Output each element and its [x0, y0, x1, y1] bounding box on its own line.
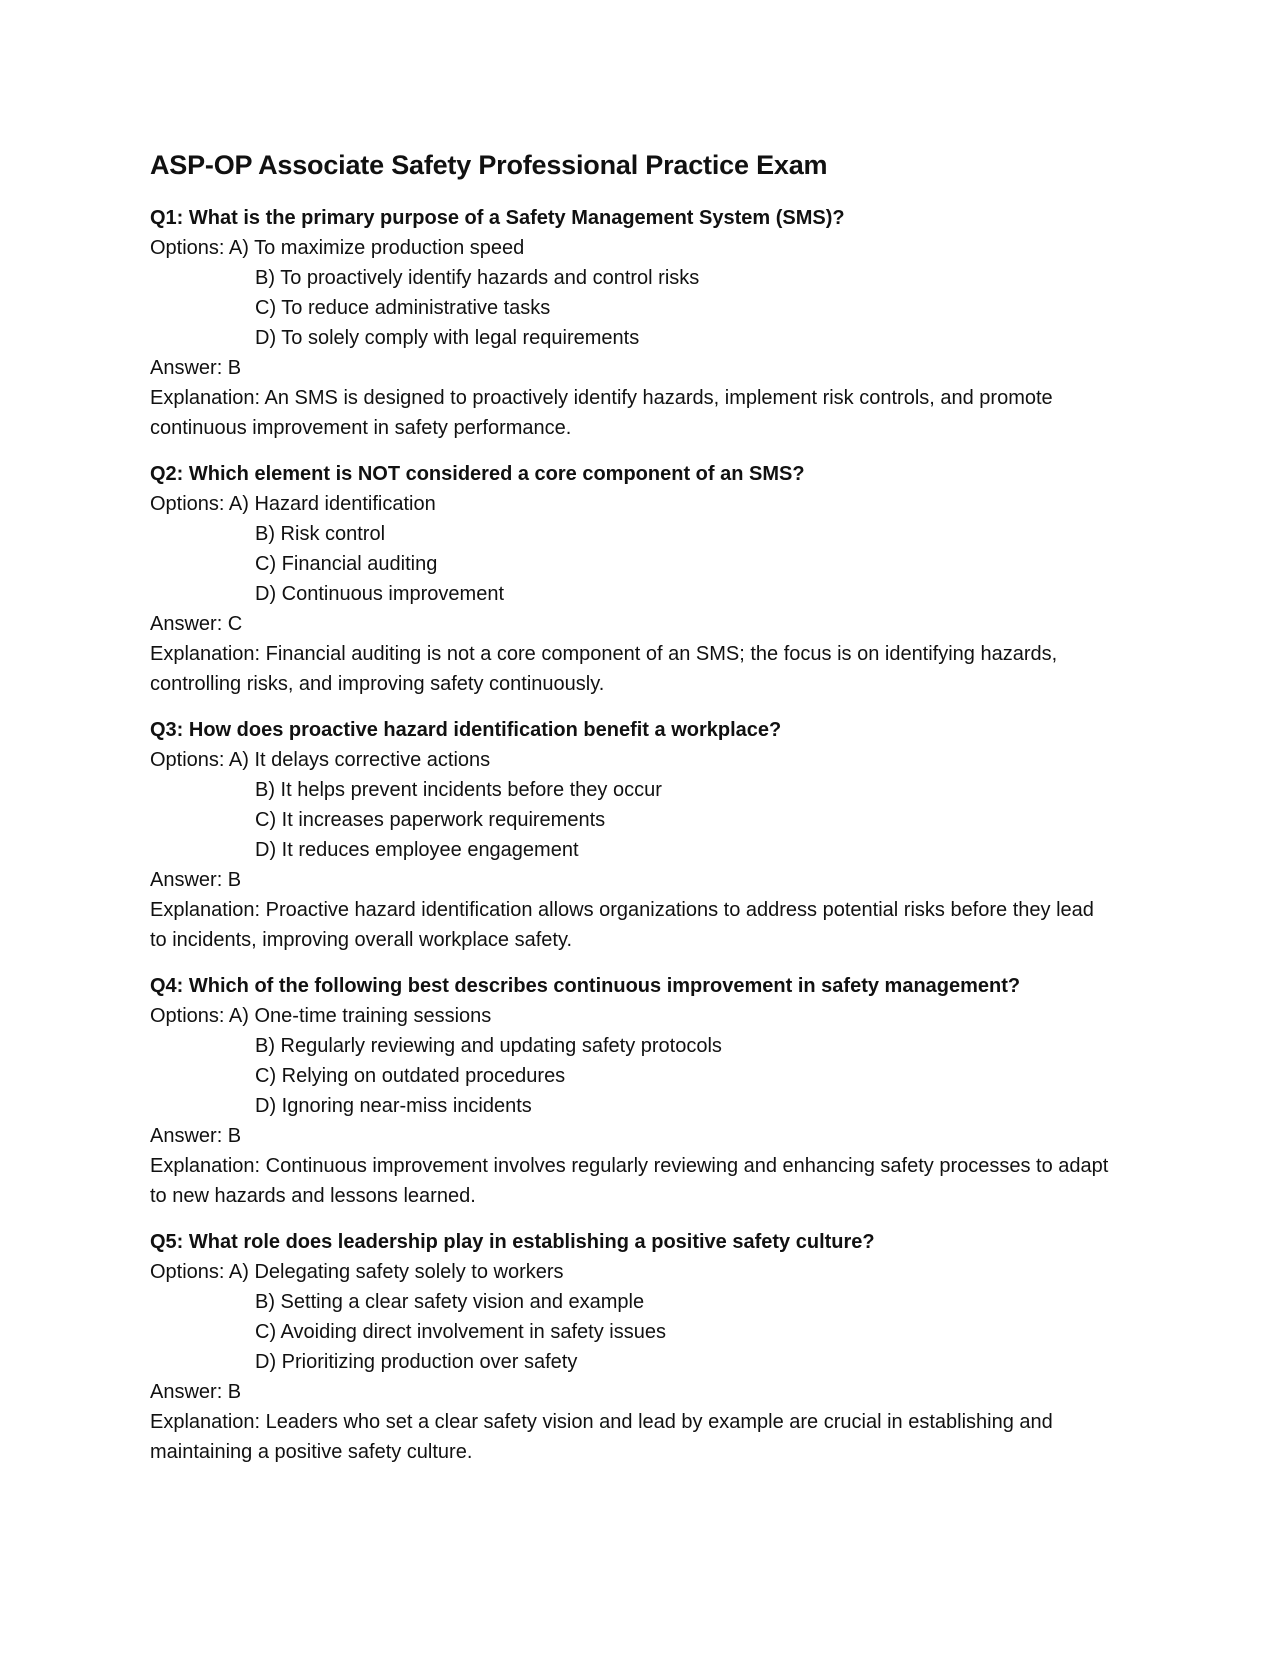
- answer: Answer: B: [150, 357, 242, 379]
- question-text: Q4: Which of the following best describes continuous improvement in safety management?: [150, 975, 1021, 997]
- explanation: Explanation: Leaders who set a clear safety vision and lead by example are crucial in establishing and maintaining a positive safety culture.: [150, 1411, 1053, 1463]
- option-a: Options: A) Delegating safety solely to workers: [150, 1261, 564, 1283]
- option-c: C) To reduce administrative tasks: [255, 297, 551, 319]
- option-b: B) To proactively identify hazards and control risks: [255, 267, 700, 289]
- option-d: D) Prioritizing production over safety: [255, 1351, 578, 1373]
- answer: Answer: B: [150, 869, 242, 891]
- option-d: D) Continuous improvement: [255, 583, 504, 605]
- question-block-2: [150, 459, 1150, 699]
- question-block-4: [150, 971, 1150, 1211]
- option-b: B) Regularly reviewing and updating safety protocols: [255, 1035, 722, 1057]
- question-text: Q3: How does proactive hazard identification benefit a workplace?: [150, 719, 782, 741]
- question-block-1: [150, 203, 1150, 443]
- answer: Answer: B: [150, 1125, 242, 1147]
- option-c: C) Financial auditing: [255, 553, 438, 575]
- answer: Answer: C: [150, 613, 243, 635]
- option-a: Options: A) Hazard identification: [150, 493, 436, 515]
- option-c: C) It increases paperwork requirements: [255, 809, 606, 831]
- option-d: D) It reduces employee engagement: [255, 839, 579, 861]
- page-title: ASP-OP Associate Safety Professional Practice Exam: [150, 150, 828, 180]
- question-block-5: [150, 1227, 1150, 1467]
- question-text: Q2: Which element is NOT considered a core component of an SMS?: [150, 463, 805, 485]
- explanation: Explanation: An SMS is designed to proactively identify hazards, implement risk controls, and promote continuous improvement in safety performance.: [150, 387, 1053, 439]
- option-a: Options: A) To maximize production speed: [150, 237, 525, 259]
- question-text: Q5: What role does leadership play in establishing a positive safety culture?: [150, 1231, 875, 1253]
- explanation: Explanation: Continuous improvement involves regularly reviewing and enhancing safety processes to adapt to new hazards and lessons learned.: [150, 1155, 1109, 1207]
- question-text: Q1: What is the primary purpose of a Safety Management System (SMS)?: [150, 207, 845, 229]
- option-c: C) Avoiding direct involvement in safety issues: [255, 1321, 666, 1343]
- option-d: D) Ignoring near-miss incidents: [255, 1095, 532, 1117]
- option-a: Options: A) It delays corrective actions: [150, 749, 491, 771]
- option-d: D) To solely comply with legal requirements: [255, 327, 640, 349]
- option-c: C) Relying on outdated procedures: [255, 1065, 566, 1087]
- document-page: [150, 150, 1150, 1483]
- option-a: Options: A) One-time training sessions: [150, 1005, 492, 1027]
- explanation: Explanation: Financial auditing is not a core component of an SMS; the focus is on identifying hazards, controlling risks, and improving safety continuously.: [150, 643, 1058, 695]
- answer: Answer: B: [150, 1381, 242, 1403]
- explanation: Explanation: Proactive hazard identification allows organizations to address potential risks before they lead to incidents, improving overall workplace safety.: [150, 899, 1094, 951]
- question-block-3: [150, 715, 1150, 955]
- option-b: B) It helps prevent incidents before they occur: [255, 779, 662, 801]
- option-b: B) Risk control: [255, 523, 386, 545]
- option-b: B) Setting a clear safety vision and example: [255, 1291, 645, 1313]
